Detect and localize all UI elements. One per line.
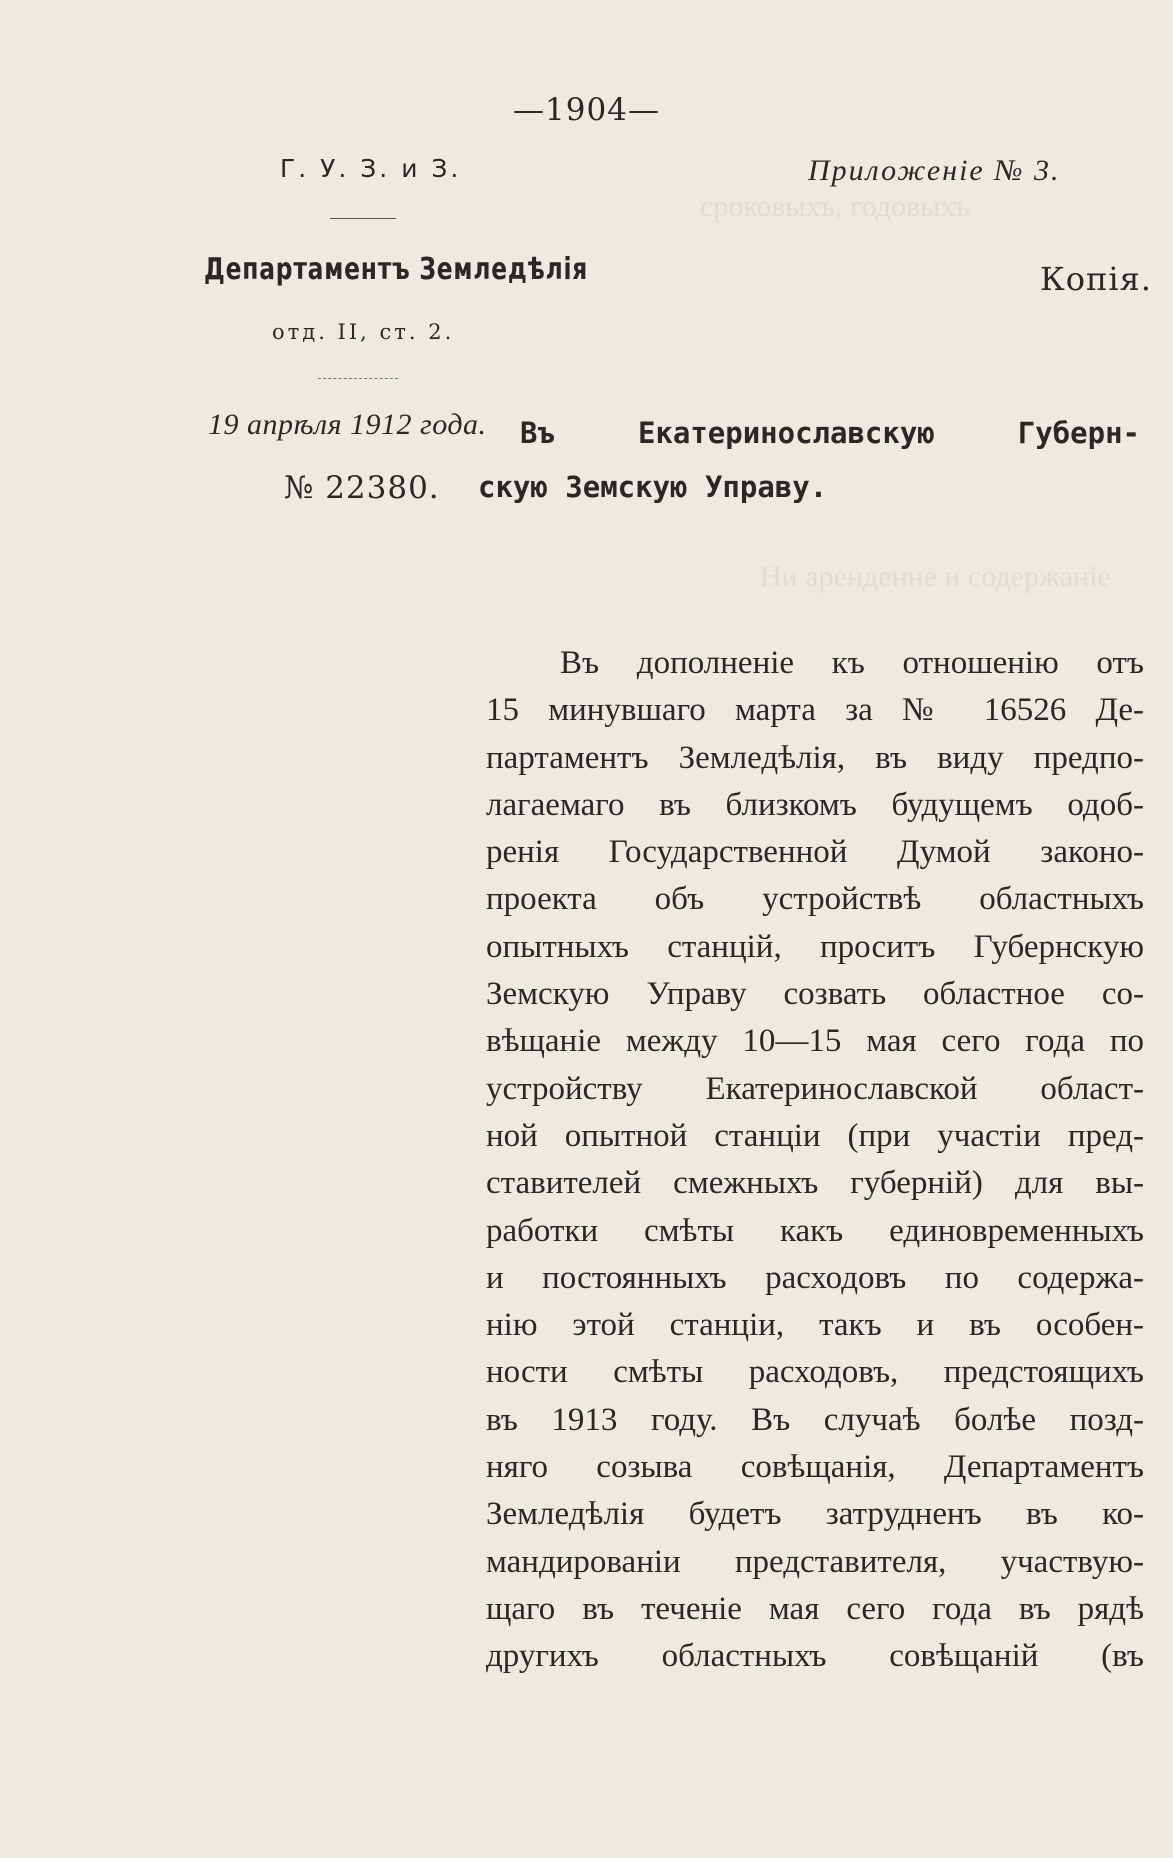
body-line: вѣщанiе между 10—15 мая сего года по: [486, 1023, 1144, 1060]
decorative-rule: [318, 378, 398, 379]
body-line: устройству Екатеринославской област-: [486, 1070, 1144, 1107]
body-line: опытныхъ станцiй, проситъ Губернскую: [486, 928, 1144, 965]
body-line: ставителей смежныхъ губернiй) для вы-: [486, 1165, 1144, 1202]
body-line: щаго въ теченiе мая сего года въ рядѣ: [486, 1590, 1144, 1627]
letter-date: 19 апрѣля 1912 года.: [208, 408, 487, 441]
body-line: Въ дополненiе къ отношенiю отъ: [560, 645, 1144, 681]
sender-department: Департаментъ Земледѣлiя: [204, 252, 589, 287]
body-line: Земледѣлiя будетъ затрудненъ въ ко-: [486, 1496, 1144, 1533]
letter-body: [486, 640, 1144, 1681]
body-line: проекта объ устройствѣ областныхъ: [486, 881, 1144, 918]
body-line: 15 минувшаго марта за № 16526 Де-: [486, 692, 1144, 729]
addressee-line: Въ Екатеринославскую Губерн-: [520, 416, 1140, 450]
appendix-label: Приложенiе № 3.: [808, 154, 1061, 187]
body-line: мандированiи представителя, участвую-: [486, 1543, 1144, 1580]
body-line: ной опытной станцiи (при участiи пред-: [486, 1117, 1144, 1154]
sender-section: отд. II, ст. 2.: [272, 320, 455, 344]
decorative-rule: [330, 218, 396, 219]
bleed-through-text: Ни аренденне и содержанiе: [760, 560, 1111, 593]
copy-label: Копiя.: [1040, 260, 1152, 298]
body-line: другихъ областныхъ совѣщанiй (въ: [486, 1638, 1144, 1675]
body-line: Земскую Управу созвать областное со-: [486, 976, 1144, 1013]
body-line: и постоянныхъ расходовъ по содержа-: [486, 1259, 1144, 1296]
body-line: лагаемаго въ близкомъ будущемъ одоб-: [486, 786, 1144, 823]
body-line: въ 1913 году. Въ случаѣ болѣе позд-: [486, 1401, 1144, 1438]
bleed-through-text: сроковыхъ, годовыхъ: [700, 190, 970, 223]
page-number: —1904—: [513, 92, 660, 128]
body-line: ности смѣты расходовъ, предстоящихъ: [486, 1354, 1144, 1391]
journal-code: Г. У. З. и З.: [280, 154, 462, 183]
body-line: ренiя Государственной Думой законо-: [486, 834, 1144, 871]
body-line: работки смѣты какъ единовременныхъ: [486, 1212, 1144, 1249]
addressee: [478, 406, 1140, 514]
addressee-line: скую Земскую Управу.: [478, 470, 828, 504]
document-number: № 22380.: [284, 470, 440, 506]
body-line: нiю этой станцiи, такъ и въ особен-: [486, 1307, 1144, 1344]
body-line: партаментъ Земледѣлiя, въ виду предпо-: [486, 739, 1144, 776]
body-line: няго созыва совѣщанiя, Департаментъ: [486, 1449, 1144, 1486]
